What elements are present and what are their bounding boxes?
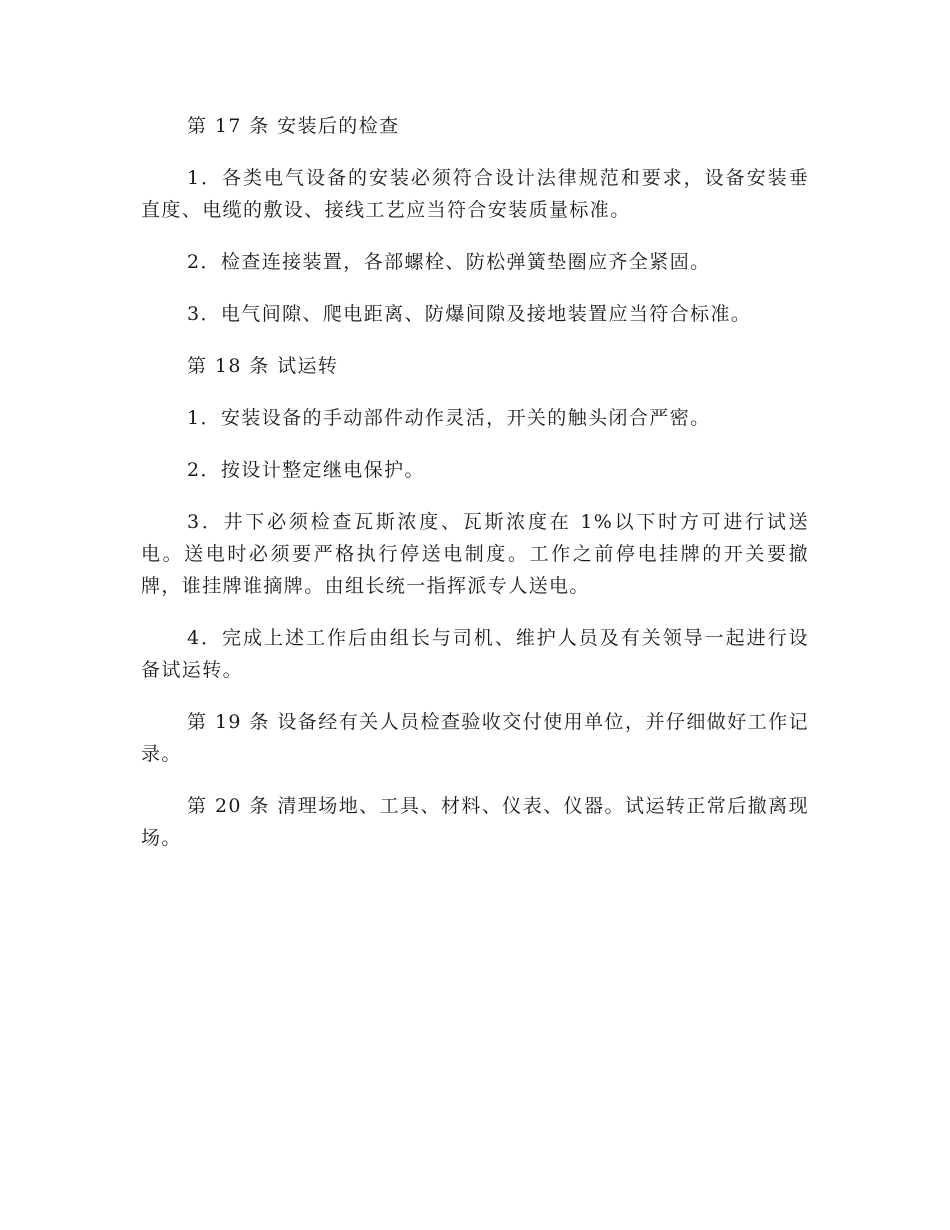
article-17-heading: 第 17 条 安装后的检查 [187, 115, 400, 137]
article-17-item-1: 1．各类电气设备的安装必须符合设计法律规范和要求，设备安装垂直度、电缆的敷设、接线工艺应当符合安装质量标准。 [141, 167, 809, 221]
article-18-item-2: 2．按设计整定继电保护。 [187, 459, 425, 481]
article-17-item-3: 3．电气间隙、爬电距离、防爆间隙及接地装置应当符合标准。 [187, 303, 752, 325]
article-18-item-4: 4．完成上述工作后由组长与司机、维护人员及有关领导一起进行设备试运转。 [141, 627, 809, 681]
article-18-item-1: 1．安装设备的手动部件动作灵活，开关的触头闭合严密。 [187, 407, 711, 429]
article-19-paragraph: 第 19 条 设备经有关人员检查验收交付使用单位，并仔细做好工作记录。 [141, 711, 809, 765]
article-18-item-3: 3．井下必须检查瓦斯浓度、瓦斯浓度在 1%以下时方可进行试送电。送电时必须要严格执行停送电制度。工作之前停电挂牌的开关要撤牌，谁挂牌谁摘牌。由组长统一指挥派专人送电。 [141, 511, 809, 597]
article-18-heading: 第 18 条 试运转 [187, 355, 339, 377]
article-17-item-2: 2．检查连接装置，各部螺栓、防松弹簧垫圈应齐全紧固。 [187, 251, 711, 273]
document-body [141, 110, 809, 874]
article-20-paragraph: 第 20 条 清理场地、工具、材料、仪表、仪器。试运转正常后撤离现场。 [141, 795, 809, 849]
